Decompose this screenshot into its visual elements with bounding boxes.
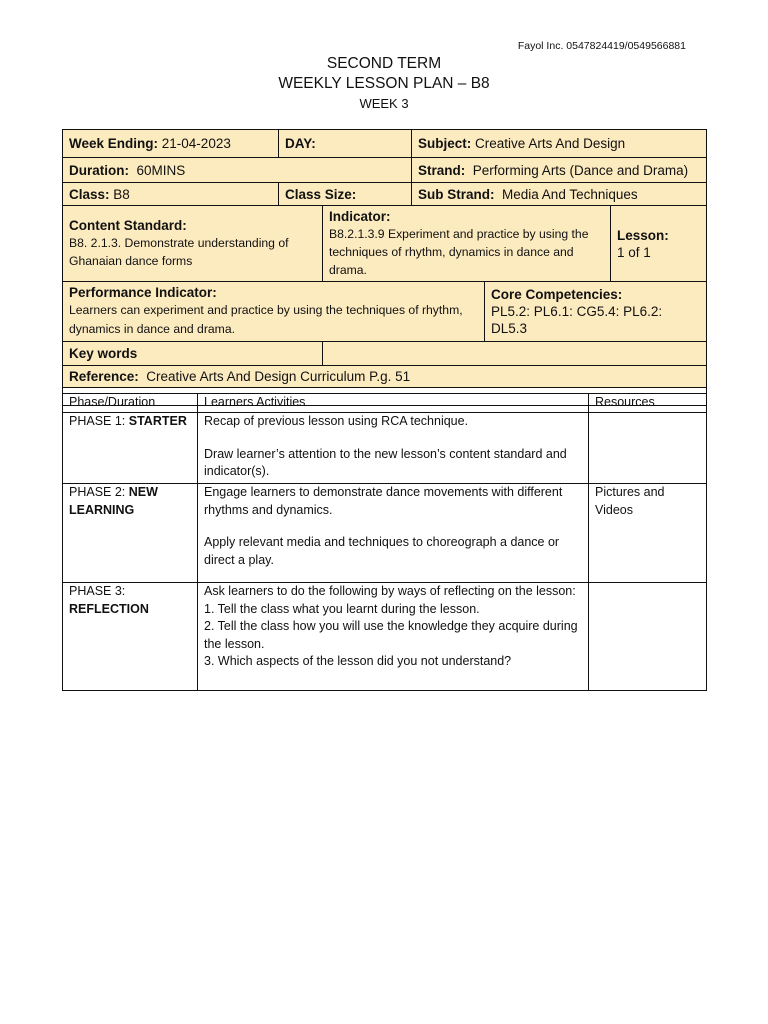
activity-line: 2. Tell the class how you will use the knowledge they acquire during the lesson. — [204, 619, 578, 651]
phase-name: REFLECTION — [69, 601, 149, 616]
activity-line: Engage learners to demonstrate dance movements with different rhythms and dynamics. — [204, 485, 563, 517]
sub-strand-label: Sub Strand: — [418, 186, 495, 202]
activity-line: 1. Tell the class what you learnt during the lesson. — [204, 601, 480, 616]
performance-indicator-cell — [63, 282, 485, 342]
subject-cell — [412, 130, 707, 158]
activity-line: Draw learner’s attention to the new lesson’s content standard and indicator(s). — [204, 446, 567, 478]
resources-cell — [589, 583, 707, 691]
performance-indicator-label: Performance Indicator: — [69, 285, 217, 300]
lesson-header-table — [62, 129, 707, 406]
performance-indicator-value: Learners can experiment and practice by using the techniques of rhythm, dynamics in dance and drama. — [69, 303, 463, 336]
phase-prefix: PHASE 2: — [69, 485, 126, 499]
phase-prefix: PHASE 1: — [69, 414, 126, 428]
activities-cell — [198, 413, 589, 484]
week-ending-value: 21-04-2023 — [161, 136, 231, 151]
class-label: Class: — [69, 186, 110, 202]
core-competencies-cell — [485, 282, 707, 342]
duration-cell — [63, 158, 412, 183]
strand-value: Performing Arts (Dance and Drama) — [472, 162, 689, 178]
subject-value: Creative Arts And Design — [475, 136, 626, 151]
activities-cell — [198, 583, 589, 691]
content-standard-cell — [63, 206, 323, 282]
activity-line: Ask learners to do the following by ways of reflecting on the lesson: — [204, 584, 576, 598]
content-standard-label: Content Standard: — [69, 218, 187, 233]
week-ending-label: Week Ending: — [69, 136, 159, 151]
sub-strand-cell — [412, 183, 707, 206]
activity-line: Apply relevant media and techniques to choreograph a dance or direct a play. — [204, 535, 560, 567]
activity-line: 3. Which aspects of the lesson did you not understand? — [204, 654, 512, 668]
document-title-block — [0, 54, 768, 113]
class-cell — [63, 183, 279, 206]
lesson-value: 1 of 1 — [617, 244, 651, 260]
day-label: DAY: — [285, 136, 316, 151]
phase-prefix: PHASE 3: — [69, 584, 126, 598]
day-cell — [279, 130, 412, 158]
class-size-label: Class Size: — [285, 186, 357, 202]
key-words-value-cell — [323, 342, 707, 366]
resources-cell — [589, 413, 707, 484]
resources-header: Resources — [589, 394, 707, 413]
reference-value: Creative Arts And Design Curriculum P.g. 51 — [146, 369, 411, 384]
phase-duration-header: Phase/Duration — [63, 394, 198, 413]
duration-label: Duration: — [69, 162, 129, 178]
content-standard-value: B8. 2.1.3. Demonstrate understanding of Ghanaian dance forms — [69, 236, 289, 268]
week-ending-cell — [63, 130, 279, 158]
duration-value: 60MINS — [136, 162, 186, 178]
table-row — [63, 583, 707, 691]
phase-cell — [63, 484, 198, 583]
table-row — [63, 484, 707, 583]
activities-cell — [198, 484, 589, 583]
indicator-cell — [323, 206, 611, 282]
key-words-cell — [63, 342, 323, 366]
week-title: WEEK 3 — [359, 96, 409, 111]
indicator-value: B8.2.1.3.9 Experiment and practice by using the techniques of rhythm, dynamics in dance and drama. — [329, 227, 589, 277]
core-competencies-value: PL5.2: PL6.1: CG5.4: PL6.2: DL5.3 — [491, 304, 663, 336]
phase-name: NEW LEARNING — [69, 485, 158, 517]
indicator-label: Indicator: — [329, 209, 391, 224]
class-value: B8 — [113, 186, 130, 202]
term-title: SECOND TERM — [326, 55, 442, 72]
phase-name: STARTER — [128, 414, 187, 428]
phase-cell — [63, 413, 198, 484]
lesson-plan-title: WEEKLY LESSON PLAN – B8 — [278, 75, 490, 92]
activities-table — [62, 393, 707, 691]
sub-strand-value: Media And Techniques — [502, 186, 638, 202]
resources-cell: Pictures and Videos — [589, 484, 707, 583]
core-competencies-label: Core Competencies: — [491, 287, 623, 302]
lesson-label: Lesson: — [617, 227, 669, 243]
activity-line: Recap of previous lesson using RCA technique. — [204, 414, 469, 428]
learners-activities-header: Learners Activities — [198, 394, 589, 413]
strand-cell — [412, 158, 707, 183]
class-size-cell — [279, 183, 412, 206]
reference-label: Reference: — [69, 369, 139, 384]
publisher-credit: Fayol Inc. 0547824419/0549566881 — [517, 40, 686, 52]
phase-cell — [63, 583, 198, 691]
table-row — [63, 413, 707, 484]
reference-cell — [63, 366, 707, 388]
subject-label: Subject: — [418, 136, 472, 151]
lesson-cell — [611, 206, 707, 282]
key-words-label: Key words — [69, 346, 138, 361]
strand-label: Strand: — [418, 162, 466, 178]
